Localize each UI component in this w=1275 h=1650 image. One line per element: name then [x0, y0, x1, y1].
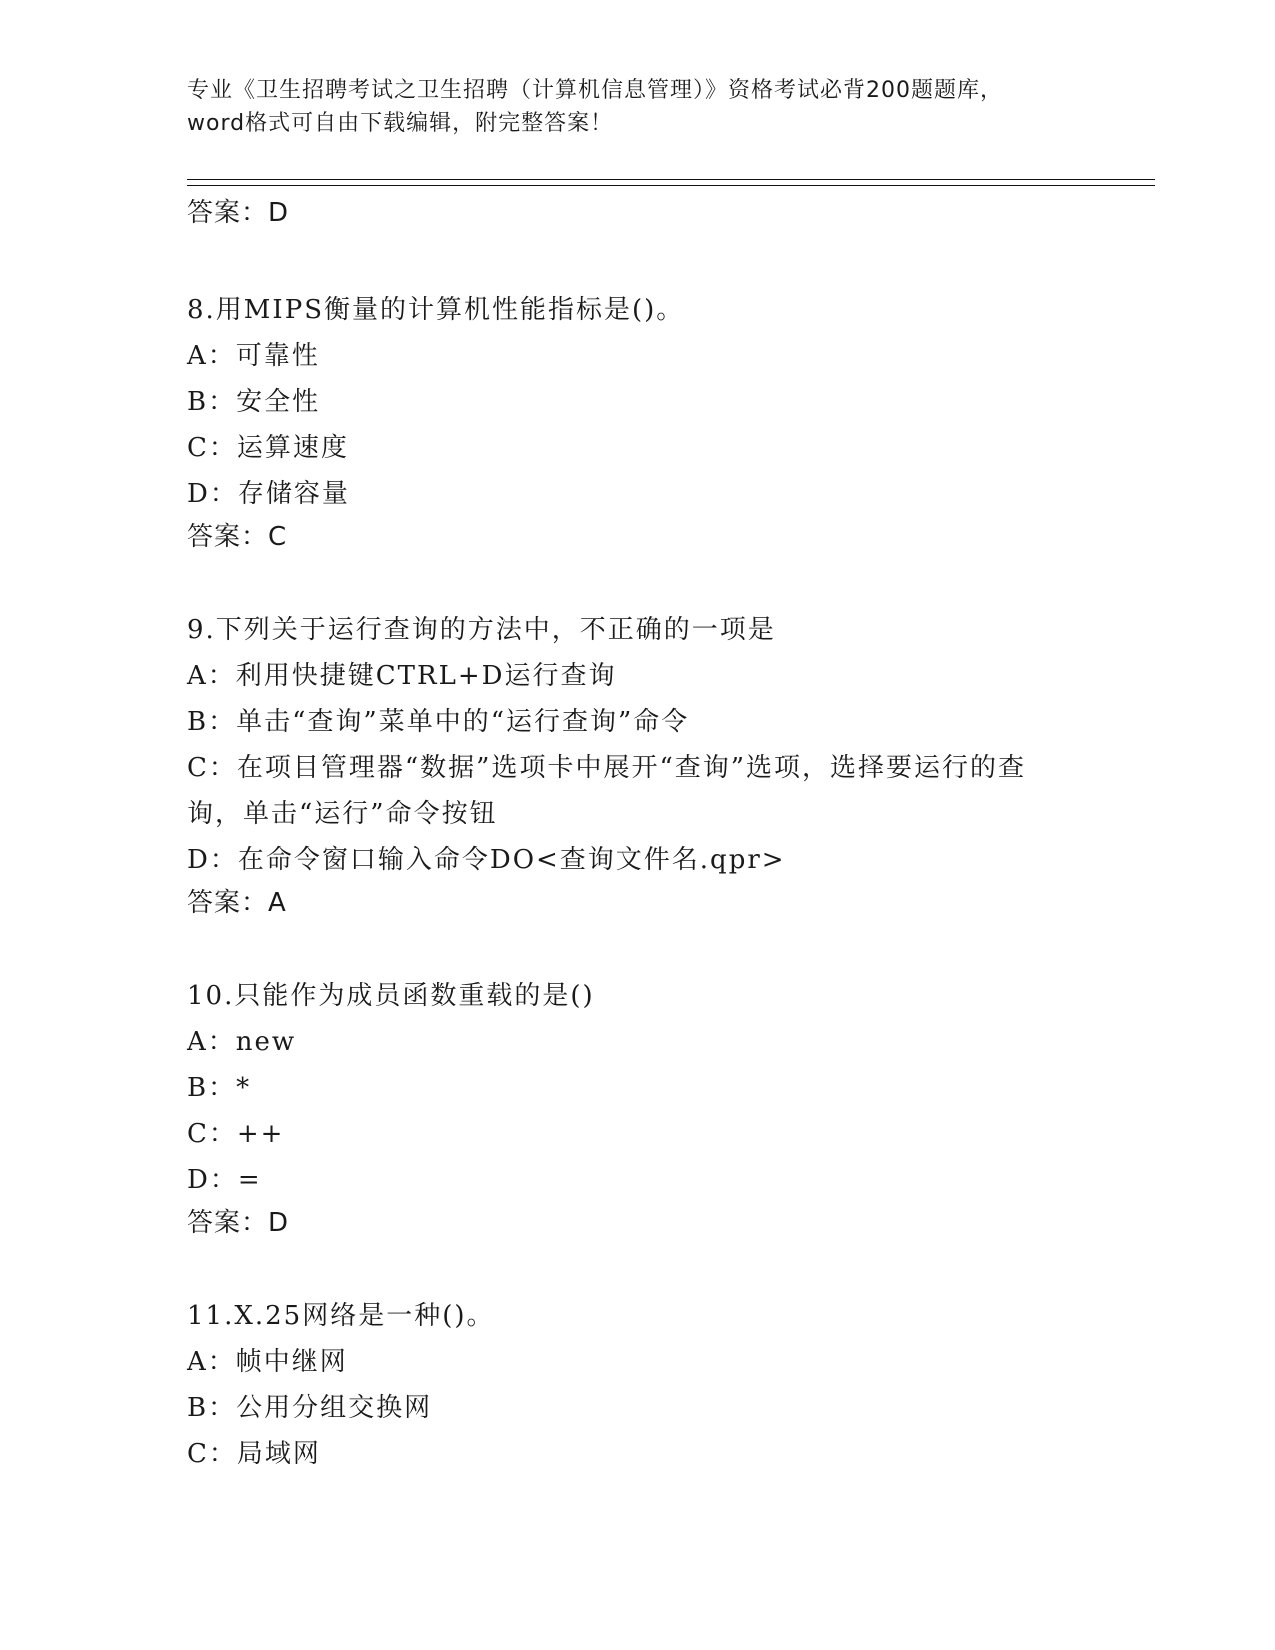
option-d: D：=	[187, 1165, 262, 1195]
option-c: C：局域网	[187, 1439, 321, 1469]
question-title: 9.下列关于运行查询的方法中，不正确的一项是	[187, 615, 776, 645]
option-c: C：运算速度	[187, 433, 349, 463]
header-divider	[187, 179, 1155, 186]
question-8	[187, 287, 1087, 557]
option-a: A：new	[187, 1027, 297, 1057]
question-title: 8.用MIPS衡量的计算机性能指标是()。	[187, 295, 685, 325]
question-11	[187, 1293, 1087, 1477]
answer: 答案：D	[187, 1208, 290, 1238]
answer: 答案：A	[187, 888, 287, 918]
question-title: 10.只能作为成员函数重载的是()	[187, 981, 595, 1011]
question-title: 11.X.25网络是一种()。	[187, 1301, 495, 1331]
option-c: C：在项目管理器“数据”选项卡中展开“查询”选项，选择要运行的查询，单击“运行”命令按钮	[187, 753, 1027, 829]
option-b: B：单击“查询”菜单中的“运行查询”命令	[187, 707, 690, 737]
option-d: D：在命令窗口输入命令DO<查询文件名.qpr>	[187, 845, 786, 875]
option-c: C：++	[187, 1119, 285, 1149]
document-header	[187, 74, 1077, 140]
question-list	[187, 189, 1087, 1477]
option-d: D：存储容量	[187, 479, 350, 509]
option-a: A：利用快捷键CTRL+D运行查询	[187, 661, 617, 691]
header-line-1: 专业《卫生招聘考试之卫生招聘（计算机信息管理）》资格考试必背200题题库，	[187, 78, 1003, 103]
option-b: B：安全性	[187, 387, 321, 417]
question-10	[187, 973, 1087, 1243]
answer-q7: 答案：D	[187, 198, 290, 228]
option-b: B：*	[187, 1073, 252, 1103]
option-a: A：帧中继网	[187, 1347, 348, 1377]
question-9	[187, 607, 1087, 923]
option-b: B：公用分组交换网	[187, 1393, 433, 1423]
answer: 答案：C	[187, 522, 288, 552]
option-a: A：可靠性	[187, 341, 320, 371]
header-line-2: word格式可自由下载编辑，附完整答案！	[187, 111, 614, 136]
